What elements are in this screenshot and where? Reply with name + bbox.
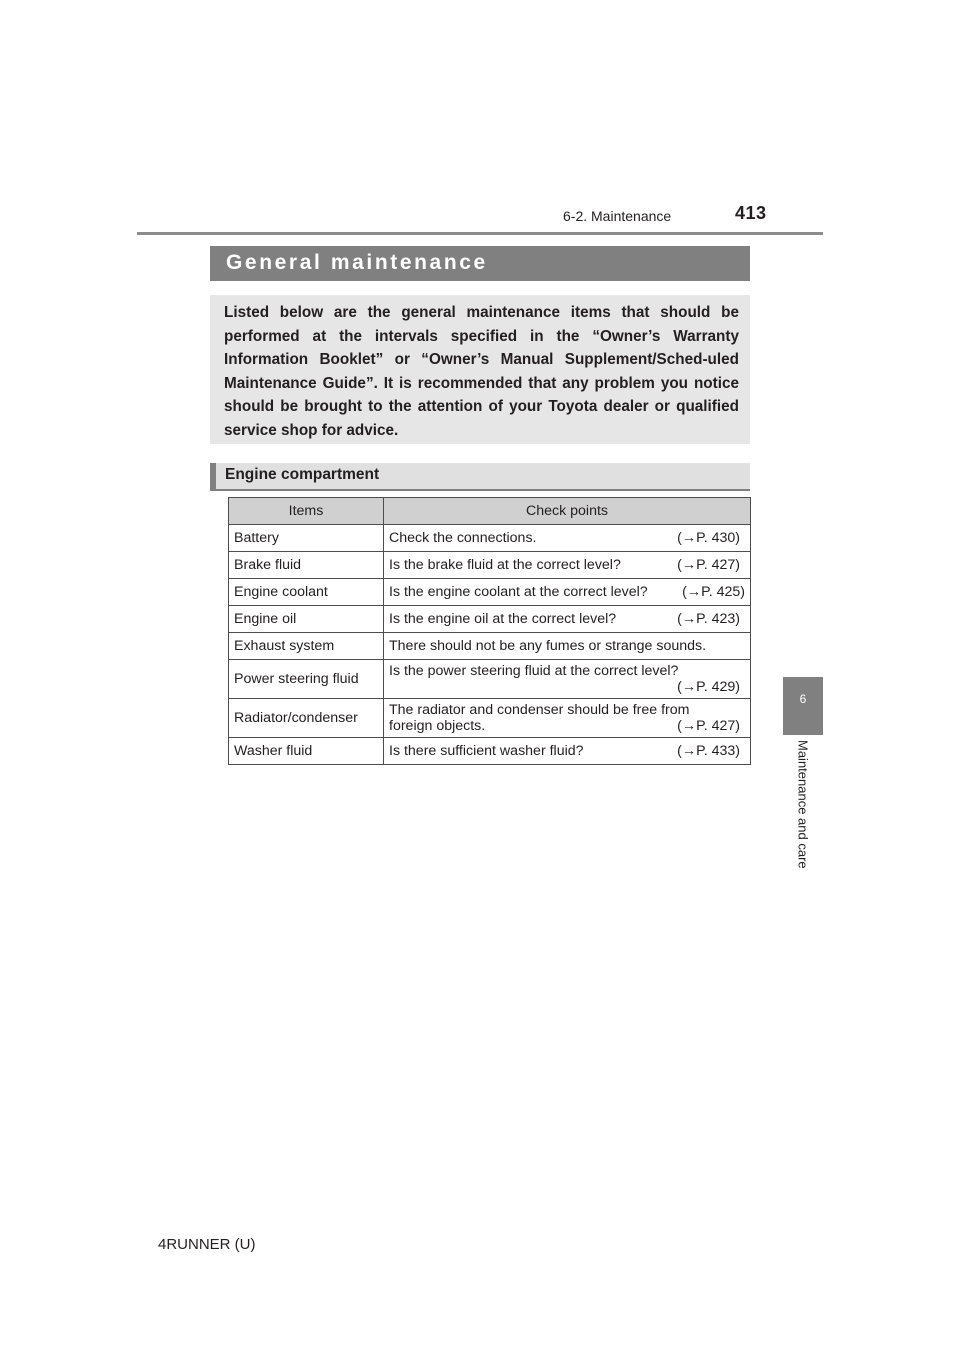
chapter-label: Maintenance and care — [795, 740, 811, 869]
page-reference: (→P. 425) — [682, 584, 745, 600]
check-cell: There should not be any fumes or strange sounds. — [384, 633, 751, 660]
check-text: Is the brake fluid at the correct level? — [389, 557, 621, 573]
item-cell: Radiator/condenser — [229, 699, 384, 738]
item-cell: Engine coolant — [229, 579, 384, 606]
page-reference: (→P. 427) — [677, 557, 740, 573]
check-text: Check the connections. — [389, 530, 537, 546]
check-text: Is the engine coolant at the correct level? — [389, 584, 648, 600]
maintenance-table — [228, 497, 751, 765]
table-row — [229, 525, 751, 552]
page-number: 413 — [735, 203, 767, 223]
table-row — [229, 699, 751, 738]
item-cell: Power steering fluid — [229, 660, 384, 699]
check-cell — [384, 738, 751, 765]
check-cell — [384, 552, 751, 579]
subsection-bar — [210, 463, 750, 491]
table-row — [229, 738, 751, 765]
check-text-line-1: The radiator and condenser should be free from — [389, 702, 690, 718]
check-cell — [384, 660, 751, 699]
item-cell: Brake fluid — [229, 552, 384, 579]
intro-box — [210, 295, 750, 444]
footer-model: 4RUNNER (U) — [158, 1236, 256, 1253]
subsection-title: Engine compartment — [225, 466, 380, 483]
check-cell — [384, 525, 751, 552]
item-cell: Battery — [229, 525, 384, 552]
check-cell — [384, 579, 751, 606]
check-cell — [384, 699, 751, 738]
page-reference: (→P. 427) — [677, 718, 740, 734]
check-text: Is the power steering fluid at the correct level? — [389, 663, 679, 679]
column-header-check-points: Check points — [384, 498, 751, 525]
page-reference: (→P. 433) — [677, 743, 740, 759]
table-row — [229, 552, 751, 579]
page-title: General maintenance — [226, 251, 488, 274]
check-text: Is the engine oil at the correct level? — [389, 611, 617, 627]
page-reference: (→P. 430) — [677, 530, 740, 546]
table-row — [229, 606, 751, 633]
table-row — [229, 633, 751, 660]
section-label: 6-2. Maintenance — [563, 208, 672, 224]
chapter-tab — [783, 677, 823, 735]
chapter-number: 6 — [799, 692, 807, 706]
header-rule — [137, 232, 823, 235]
intro-text: Listed below are the general maintenance items that should be performed at the intervals specified in the “Owner’s Warranty Information Booklet” or “Owner’s Manual Supplement/Sched-uled Maintenance Guide”. It is recommended that any problem you notice should be brought to the attention of your Toyota dealer or qualified service shop for advice. — [224, 304, 739, 439]
table-row — [229, 579, 751, 606]
title-bar — [210, 246, 750, 281]
item-cell: Washer fluid — [229, 738, 384, 765]
subsection-accent — [210, 463, 216, 491]
table-row — [229, 660, 751, 699]
check-cell — [384, 606, 751, 633]
item-cell: Engine oil — [229, 606, 384, 633]
check-text: Is there sufficient washer fluid? — [389, 743, 584, 759]
column-header-items: Items — [229, 498, 384, 525]
page-reference: (→P. 429) — [677, 679, 740, 695]
item-cell: Exhaust system — [229, 633, 384, 660]
check-text-line-2: foreign objects. — [389, 718, 486, 734]
page-reference: (→P. 423) — [677, 611, 740, 627]
table-header-row — [229, 498, 751, 525]
